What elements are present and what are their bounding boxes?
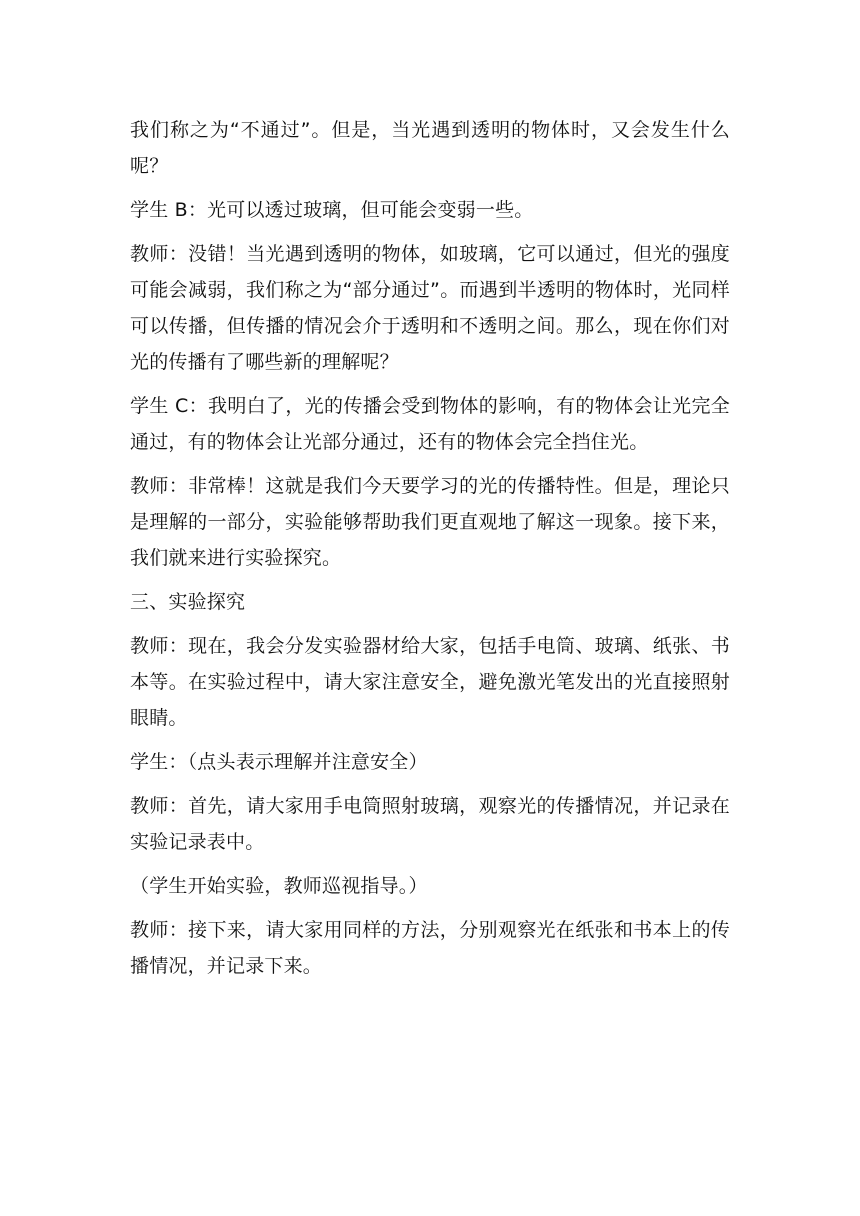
- section-heading-experiment: 三、实验探究: [130, 591, 246, 613]
- paragraph-teacher-intro-experiment: 教师：非常棒！这就是我们今天要学习的光的传播特性。但是，理论只是理解的一部分，实验能够帮助我们更直观地了解这一现象。接下来，我们就来进行实验探究。: [130, 475, 730, 569]
- paragraph-teacher-partial-pass: 教师：没错！当光遇到透明的物体，如玻璃，它可以通过，但光的强度可能会减弱，我们称之为“部分通过”。而遇到半透明的物体时，光同样可以传播，但传播的情况会介于透明和不透明之间。那么，现在你们对光的传播有了哪些新的理解呢？: [130, 243, 730, 373]
- paragraph-student-c: 学生 C：我明白了，光的传播会受到物体的影响，有的物体会让光完全通过，有的物体会让光部分通过，还有的物体会完全挡住光。: [130, 395, 730, 453]
- document-body: [130, 112, 730, 992]
- paragraph-student-b: 学生 B：光可以透过玻璃，但可能会变弱一些。: [130, 199, 534, 221]
- paragraph-continuation: 我们称之为“不通过”。但是，当光遇到透明的物体时，又会发生什么呢？: [130, 119, 730, 177]
- paragraph-teacher-equipment: 教师：现在，我会分发实验器材给大家，包括手电筒、玻璃、纸张、书本等。在实验过程中，请大家注意安全，避免激光笔发出的光直接照射眼睛。: [130, 635, 730, 729]
- paragraph-students-nod: 学生：（点头表示理解并注意安全）: [130, 751, 428, 773]
- paragraph-experiment-start: （学生开始实验，教师巡视指导。）: [130, 875, 428, 897]
- paragraph-teacher-paper-book: 教师：接下来，请大家用同样的方法，分别观察光在纸张和书本上的传播情况，并记录下来。: [130, 919, 730, 977]
- paragraph-teacher-glass: 教师：首先，请大家用手电筒照射玻璃，观察光的传播情况，并记录在实验记录表中。: [130, 795, 730, 853]
